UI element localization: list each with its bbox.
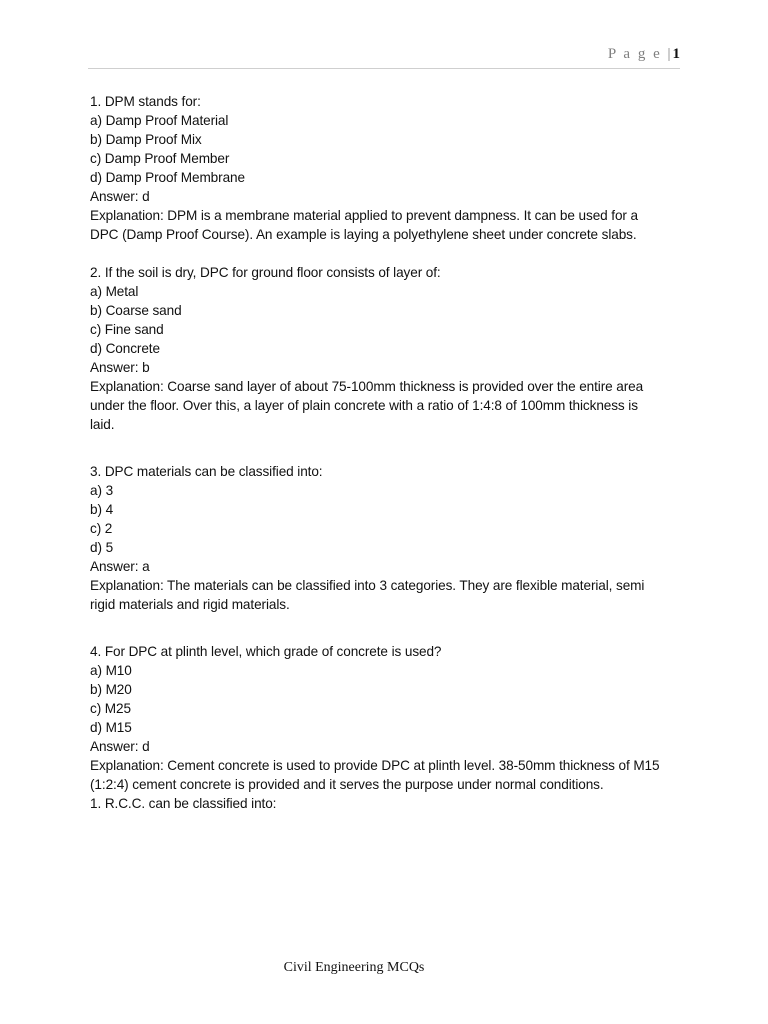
page-footer — [0, 960, 768, 976]
option-a: a) M10 — [90, 663, 132, 678]
answer-text: Answer: b — [90, 360, 150, 375]
option-c: c) Fine sand — [90, 322, 164, 337]
option-a: a) Damp Proof Material — [90, 113, 229, 128]
option-b: b) M20 — [90, 682, 132, 697]
option-b: b) 4 — [90, 502, 114, 517]
page-number: 1 — [672, 46, 680, 62]
page-separator: | — [667, 46, 673, 62]
option-b: b) Coarse sand — [90, 303, 182, 318]
question-text: 1. DPM stands for: — [90, 94, 201, 109]
option-c: c) M25 — [90, 701, 131, 716]
footer-text: Civil Engineering MCQs — [283, 960, 425, 975]
question-block — [90, 263, 690, 434]
option-d: d) Concrete — [90, 341, 160, 356]
explanation-line: Explanation: Coarse sand layer of about 75-100mm thickness is provided over the entire area — [90, 379, 644, 394]
option-a: a) 3 — [90, 483, 114, 498]
question-text: 3. DPC materials can be classified into: — [90, 464, 323, 479]
trailing-question-text: 1. R.C.C. can be classified into: — [90, 796, 277, 811]
explanation-line: Explanation: Cement concrete is used to provide DPC at plinth level. 38-50mm thickness of M15 — [90, 758, 660, 773]
document-body — [90, 92, 690, 813]
answer-text: Answer: a — [90, 559, 150, 574]
answer-text: Answer: d — [90, 189, 150, 204]
explanation-line: laid. — [90, 417, 115, 432]
page-header — [88, 46, 680, 69]
explanation-line: Explanation: The materials can be classified into 3 categories. They are flexible material, semi — [90, 578, 645, 593]
question-block — [90, 92, 690, 244]
answer-text: Answer: d — [90, 739, 150, 754]
page-label: P a g e — [607, 46, 662, 62]
question-text: 2. If the soil is dry, DPC for ground floor consists of layer of: — [90, 265, 441, 280]
question-block — [90, 642, 690, 813]
option-d: d) 5 — [90, 540, 114, 555]
option-c: c) 2 — [90, 521, 113, 536]
explanation-line: (1:2:4) cement concrete is provided and it serves the purpose under normal conditions. — [90, 777, 604, 792]
explanation-line: DPC (Damp Proof Course). An example is laying a polyethylene sheet under concrete slabs. — [90, 227, 637, 242]
option-d: d) Damp Proof Membrane — [90, 170, 245, 185]
option-b: b) Damp Proof Mix — [90, 132, 202, 147]
page-number-label — [608, 46, 680, 63]
explanation-line: under the floor. Over this, a layer of plain concrete with a ratio of 1:4:8 of 100mm thickness is — [90, 398, 638, 413]
question-text: 4. For DPC at plinth level, which grade of concrete is used? — [90, 644, 442, 659]
option-a: a) Metal — [90, 284, 139, 299]
question-block — [90, 462, 690, 614]
explanation-line: Explanation: DPM is a membrane material applied to prevent dampness. It can be used for a — [90, 208, 638, 223]
option-d: d) M15 — [90, 720, 132, 735]
option-c: c) Damp Proof Member — [90, 151, 230, 166]
explanation-line: rigid materials and rigid materials. — [90, 597, 290, 612]
